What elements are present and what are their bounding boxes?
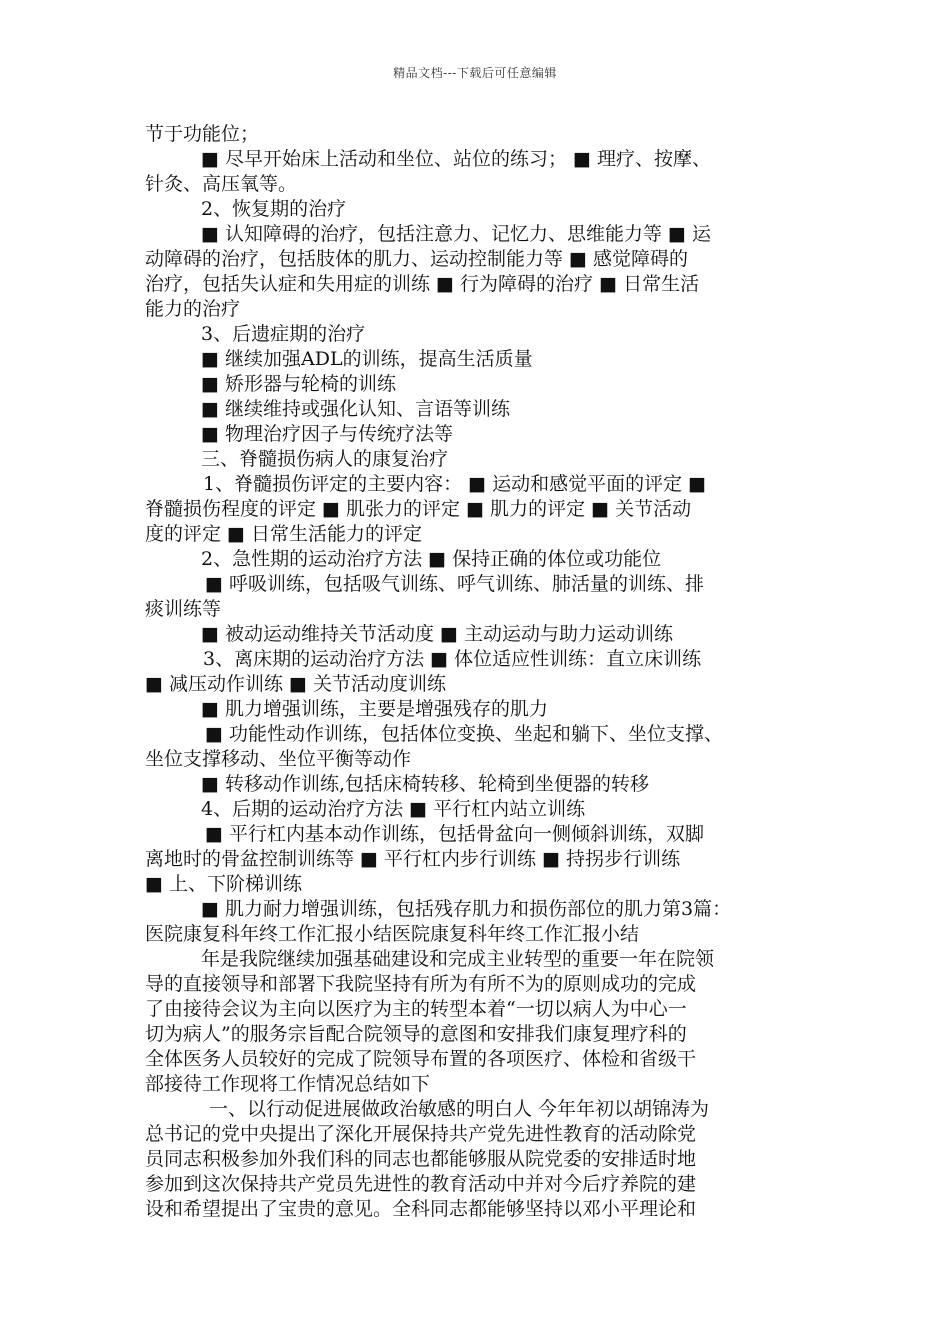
- text-line: 针灸、高压氧等。: [145, 173, 298, 195]
- text-line: 员同志积极参加外我们科的同志也都能够服从院党委的安排适时地: [145, 1148, 697, 1170]
- text-line: 2、急性期的运动治疗方法 ■ 保持正确的体位或功能位: [201, 548, 662, 570]
- text-line: 医院康复科年终工作汇报小结医院康复科年终工作汇报小结: [145, 923, 640, 945]
- text-line: ■ 呼吸训练，包括吸气训练、呼气训练、肺活量的训练、排: [205, 573, 704, 595]
- text-line: ■ 尽早开始床上活动和坐位、站位的练习； ■ 理疗、按摩、: [201, 148, 712, 170]
- text-line: ■ 肌力增强训练，主要是增强残存的肌力: [201, 698, 548, 720]
- page-header: 精品文档---下载后可任意编辑: [393, 66, 557, 80]
- text-line: 4、后期的运动治疗方法 ■ 平行杠内站立训练: [201, 798, 586, 820]
- text-line: 全体医务人员较好的完成了院领导布置的各项医疗、体检和省级干: [145, 1048, 697, 1070]
- text-line: 3、后遗症期的治疗: [201, 323, 366, 345]
- text-line: 动障碍的治疗，包括肢体的肌力、运动控制能力等 ■ 感觉障碍的: [145, 248, 689, 270]
- text-line: ■ 肌力耐力增强训练，包括残存肌力和损伤部位的肌力第3篇：: [201, 898, 732, 920]
- text-line: ■ 矫形器与轮椅的训练: [201, 373, 396, 395]
- text-line: 节于功能位；: [145, 123, 260, 145]
- text-line: ■ 认知障碍的治疗，包括注意力、记忆力、思维能力等 ■ 运: [201, 223, 712, 245]
- text-line: ■ 功能性动作训练，包括体位变换、坐起和躺下、坐位支撑、: [205, 723, 723, 745]
- text-line: 一、以行动促进展做政治敏感的明白人 今年年初以胡锦涛为: [209, 1098, 710, 1120]
- text-line: ■ 物理治疗因子与传统疗法等: [201, 423, 453, 445]
- text-line: 度的评定 ■ 日常生活能力的评定: [145, 523, 423, 545]
- text-line: 导的直接领导和部署下我院坚持有所为有所不为的原则成功的完成: [145, 973, 697, 995]
- text-line: 设和希望提出了宝贵的意见。全科同志都能够坚持以邓小平理论和: [145, 1198, 697, 1220]
- text-line: 部接待工作现将工作情况总结如下: [145, 1073, 431, 1095]
- document-body: [145, 122, 825, 1222]
- text-line: 3、离床期的运动治疗方法 ■ 体位适应性训练：直立床训练: [203, 648, 702, 670]
- text-line: ■ 减压动作训练 ■ 关节活动度训练: [145, 673, 447, 695]
- text-line: 2、恢复期的治疗: [201, 198, 347, 220]
- text-line: 切为病人”的服务宗旨配合院领导的意图和安排我们康复理疗科的: [145, 1023, 687, 1045]
- text-line: 痰训练等: [145, 598, 222, 620]
- text-line: 离地时的骨盆控制训练等 ■ 平行杠内步行训练 ■ 持拐步行训练: [145, 848, 681, 870]
- text-line: ■ 转移动作训练,包括床椅转移、轮椅到坐便器的转移: [201, 773, 650, 795]
- text-line: 参加到这次保持共产党员先进性的教育活动中并对今后疗养院的建: [145, 1173, 697, 1195]
- text-line: 能力的治疗: [145, 298, 241, 320]
- text-line: 坐位支撑移动、坐位平衡等动作: [145, 748, 412, 770]
- text-line: ■ 继续加强ADL的训练，提高生活质量: [201, 348, 533, 370]
- text-line: ■ 被动运动维持关节活动度 ■ 主动运动与助力运动训练: [201, 623, 674, 645]
- text-line: ■ 平行杠内基本动作训练，包括骨盆向一侧倾斜训练，双脚: [205, 823, 704, 845]
- text-line: 脊髓损伤程度的评定 ■ 肌张力的评定 ■ 肌力的评定 ■ 关节活动: [145, 498, 692, 520]
- text-line: 年是我院继续加强基础建设和完成主业转型的重要一年在院领: [201, 948, 715, 970]
- text-line: ■ 继续维持或强化认知、言语等训练: [201, 398, 510, 420]
- text-line: 总书记的党中央提出了深化开展保持共产党先进性教育的活动除党: [145, 1123, 697, 1145]
- text-line: 1、脊髓损伤评定的主要内容： ■ 运动和感觉平面的评定 ■: [203, 473, 707, 495]
- text-line: 治疗，包括失认症和失用症的训练 ■ 行为障碍的治疗 ■ 日常生活: [145, 273, 700, 295]
- text-line: 三、脊髓损伤病人的康复治疗: [201, 448, 449, 470]
- text-line: 了由接待会议为主向以医疗为主的转型本着“一切以病人为中心一: [145, 998, 687, 1020]
- text-line: ■ 上、下阶梯训练: [145, 873, 302, 895]
